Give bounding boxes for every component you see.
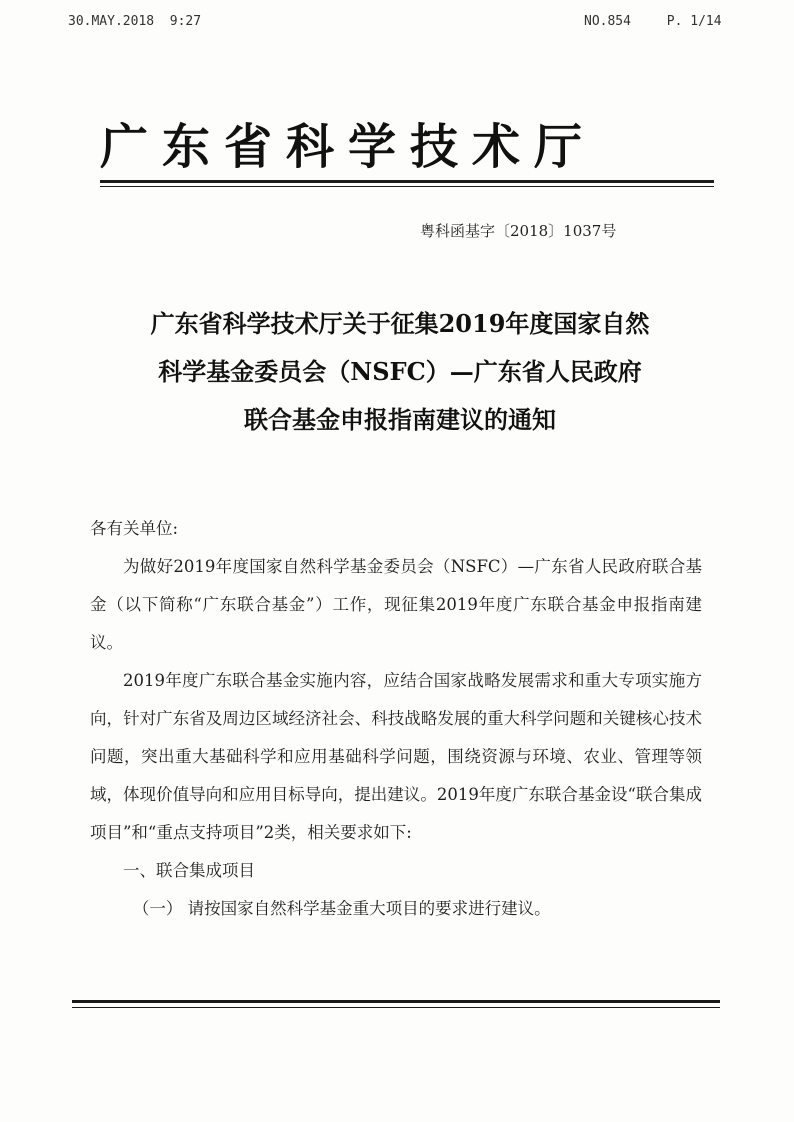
paragraph-2: 2019年度广东联合基金实施内容，应结合国家战略发展需求和重大专项实施方向，针对广东省及周边区域经济社会、科技战略发展的重大科学问题和关键核心技术问题，突出重大基础科学和应用基础科学问题，围绕资源与环境、农业、管理等领域，体现价值导向和应用目标导向，提出建议。2019年度广东联合基金设“联合集成项目”和“重点支持项目”2类，相关要求如下: [90, 671, 702, 842]
fax-page: P. 1/14 [666, 14, 722, 29]
footer-rule-thin [72, 1007, 720, 1008]
footer-rule-thick [72, 1000, 720, 1003]
document-number: 粤科函基字〔2018〕1037号 [420, 222, 617, 240]
salutation: 各有关单位: [90, 519, 179, 538]
notice-title-line-2: 科学基金委员会（NSFC）—广东省人民政府 [158, 357, 642, 386]
notice-title-line-3: 联合基金申报指南建议的通知 [244, 405, 556, 434]
header-rule-thick [100, 180, 714, 183]
paragraph-1: 为做好2019年度国家自然科学基金委员会（NSFC）—广东省人民政府联合基金（以下简称“广东联合基金”）工作，现征集2019年度广东联合基金申报指南建议。 [90, 557, 702, 652]
section-heading-1: 一、联合集成项目 [123, 861, 255, 880]
fax-meta [584, 14, 750, 29]
notice-title-line-1: 广东省科学技术厅关于征集2019年度国家自然 [150, 309, 650, 338]
notice-body [90, 510, 702, 928]
fax-number: NO.854 [584, 14, 631, 29]
section-heading-2: （一） 请按国家自然科学基金重大项目的要求进行建议。 [132, 899, 551, 918]
agency-title: 广东省科学技术厅 [100, 119, 597, 175]
fax-header [0, 14, 794, 36]
fax-date-time: 30.MAY.2018 9:27 [68, 14, 202, 29]
header-rule-thin [100, 186, 714, 187]
notice-title [80, 300, 720, 444]
